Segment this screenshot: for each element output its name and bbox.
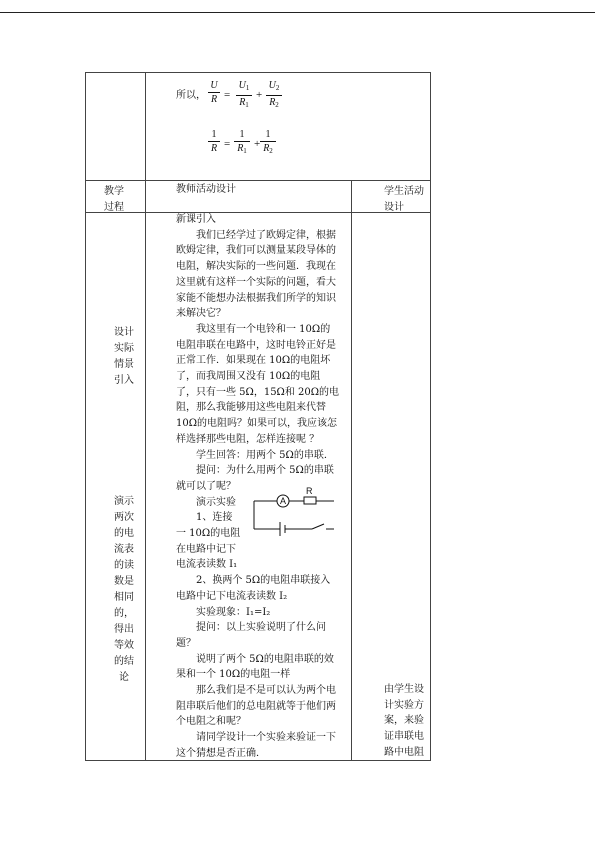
plus-sign: + xyxy=(256,89,263,101)
table-rule-header-top xyxy=(85,180,431,181)
teacher-line: 了，只有一些 5Ω，15Ω和 20Ω的电 xyxy=(176,386,340,398)
student-line: 计实验方 xyxy=(384,699,424,711)
teacher-line: 家能不能想办法根据我们所学的知识 xyxy=(176,292,336,304)
fraction-u2-over-r2: $U_2$ $R_2$ xyxy=(266,80,282,111)
formula-prefix: 所以， xyxy=(176,90,206,101)
teacher-line: 样选择那些电阻，怎样连接呢 ？ xyxy=(176,433,320,445)
table-rule-col2 xyxy=(351,180,352,761)
fraction-u1-over-r1: $U_1$ $R_1$ xyxy=(236,80,252,111)
plus-sign-2: + xyxy=(254,138,261,150)
header-student-activity: 学生活动 设计 xyxy=(384,186,424,213)
teacher-line: 题？ xyxy=(176,637,196,649)
table-rule-col1 xyxy=(145,72,146,761)
fraction-1-over-r2: 1 $R_2$ xyxy=(260,129,276,157)
teacher-line: 提问：以上实验说明了什么问 xyxy=(176,622,326,634)
teacher-line: 这里就有这样一个实际的问题，看大 xyxy=(176,276,336,288)
teacher-line: 阻，那么我能够用这些电阻来代替 xyxy=(176,402,326,414)
teacher-line: 来解决它？ xyxy=(176,308,226,320)
header-process: 教学 过程 xyxy=(104,186,124,213)
teacher-line: 一 10Ω的电阻 xyxy=(176,528,241,539)
resistor-icon xyxy=(304,497,316,504)
teacher-line: 新课引入 xyxy=(176,214,216,225)
student-line: 证串联电 xyxy=(384,731,424,743)
label-demo-conclusion: 演示 两次 的电 流表 的读 数是 相同 的， 得出 等效 的结 论 xyxy=(114,496,134,683)
header-teacher-activity: 教师活动设计 xyxy=(176,184,236,195)
equals-sign-2: = xyxy=(224,138,231,150)
circuit-diagram xyxy=(250,484,340,544)
teacher-line: 欧姆定律，我们可以测量某段导体的 xyxy=(176,245,336,257)
teacher-line: 正常工作．如果现在 10Ω的电阻坏 xyxy=(176,355,331,367)
teacher-line: 我这里有一个电铃和一 10Ω的 xyxy=(176,323,331,335)
teacher-line: 那么我们是不是可以认为两个电 xyxy=(176,685,336,696)
fraction-u-over-r: U R xyxy=(208,80,220,105)
fraction-1-over-r: 1 R xyxy=(208,129,220,154)
teacher-line: 1、连接 xyxy=(176,512,233,524)
teacher-line: 我们已经学过了欧姆定律，根据 xyxy=(176,229,336,241)
teacher-line: 个电阻之和呢？ xyxy=(176,716,246,728)
teacher-line: 电路中记下电流表读数 I₂ xyxy=(176,590,288,602)
teacher-line: 实验现象：I₁=I₂ xyxy=(176,606,271,618)
equals-sign: = xyxy=(224,89,231,101)
teacher-line: 2、换两个 5Ω的电阻串联接入 xyxy=(176,575,331,587)
label-scenario-intro: 设计 实际 情景 引入 xyxy=(114,327,134,386)
teacher-line: 电流表读数 I₁ xyxy=(176,559,238,571)
teacher-line: 电阻，解决实际的一些问题．我现在 xyxy=(176,261,336,273)
teacher-line: 10Ω的电阻吗？如果可以，我应该怎 xyxy=(176,418,338,430)
ammeter-label: A xyxy=(280,496,287,506)
teacher-line: 说明了两个 5Ω的电阻串联的效 xyxy=(176,653,334,665)
teacher-line: 就可以了呢？ xyxy=(176,480,236,492)
teacher-line: 了，而我周围又没有 10Ω的电阻 xyxy=(176,371,321,382)
teacher-line: 果和一个 10Ω的电阻一样 xyxy=(176,669,291,681)
teacher-line: 提问：为什么用两个 5Ω的串联 xyxy=(176,465,334,477)
fraction-1-over-r1: 1 $R_1$ xyxy=(234,129,250,157)
teacher-line: 阻串联后他们的总电阻就等于他们两 xyxy=(176,700,336,712)
switch-icon xyxy=(312,524,324,529)
teacher-line: 电阻串联在电路中，这时电铃正好是 xyxy=(176,339,336,351)
top-rule xyxy=(0,12,595,13)
student-line: 路中电阻 xyxy=(384,746,424,758)
teacher-line: 这个猜想是否正确． xyxy=(176,747,266,759)
teacher-line: 演示实验 xyxy=(176,496,236,508)
student-line: 案，来验 xyxy=(384,715,424,727)
teacher-line: 学生回答：用两个 5Ω的串联． xyxy=(176,449,334,461)
student-line: 由学生设 xyxy=(384,684,424,695)
table-rule-header-bottom xyxy=(85,212,431,213)
resistor-label: R xyxy=(306,486,313,496)
teacher-line: 在电路中记下 xyxy=(176,543,236,555)
teacher-line: 请同学设计一个实验来验证一下 xyxy=(176,732,336,744)
